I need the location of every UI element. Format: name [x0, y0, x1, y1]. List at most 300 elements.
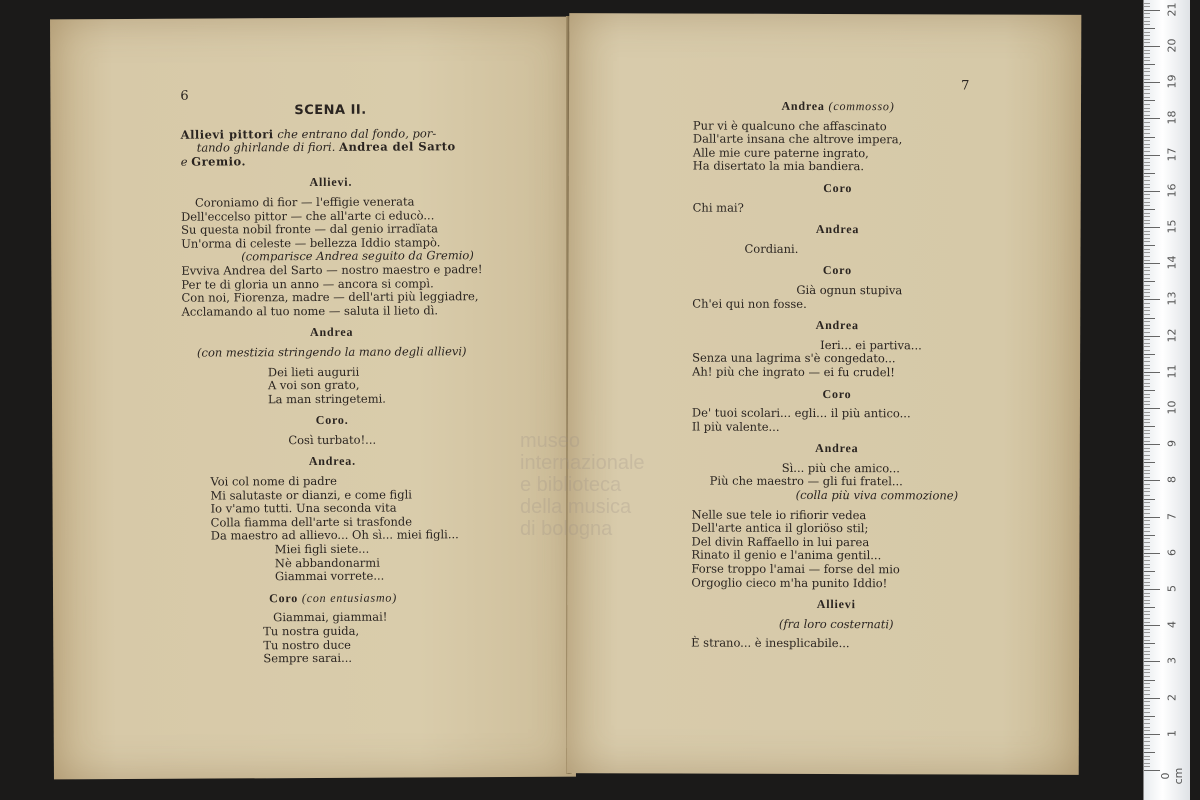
ruler-tick: [1144, 690, 1150, 691]
ruler-tick: [1144, 549, 1150, 550]
ruler-tick: [1144, 71, 1150, 72]
ruler-tick: [1144, 42, 1150, 43]
ruler-tick: [1144, 64, 1155, 65]
verse-line: Orgoglio cieco m'ha punito Iddio!: [691, 575, 888, 590]
verse-line: Pur vi è qualcuno che affascinato: [692, 118, 887, 133]
ruler-tick: [1144, 603, 1150, 604]
ruler-tick: [1144, 756, 1150, 757]
ruler-tick: [1144, 665, 1150, 666]
ruler-tick: [1144, 640, 1150, 641]
ruler-label: 14: [1165, 255, 1179, 270]
ruler-tick: [1144, 708, 1150, 709]
ruler-tick: [1144, 10, 1160, 11]
ruler-tick: [1144, 32, 1150, 33]
ruler-tick: [1144, 564, 1150, 565]
ruler-tick: [1144, 716, 1155, 717]
ruler-tick: [1144, 205, 1150, 206]
ruler-tick: [1144, 220, 1150, 221]
library-watermark: museo internazionale e biblioteca della musica di bologna: [520, 430, 645, 540]
ruler-tick: [1144, 194, 1150, 195]
ruler-tick: [1144, 46, 1160, 47]
stage-direction: Allievi pittori che entrano dal fondo, por-: [180, 125, 437, 142]
ruler-tick: [1144, 752, 1155, 753]
ruler-tick: [1144, 375, 1150, 376]
ruler-tick: [1144, 147, 1150, 148]
verse-block: [182, 474, 482, 544]
ruler-tick: [1144, 216, 1150, 217]
ruler-tick: [1144, 491, 1150, 492]
ruler-tick: [1144, 365, 1150, 366]
ruler-tick: [1144, 3, 1150, 4]
ruler-tick: [1144, 625, 1160, 626]
speaker-name: Andrea: [815, 222, 860, 237]
ruler-label: 15: [1165, 219, 1179, 234]
speaker-name: Coro: [822, 263, 852, 278]
ruler-tick: [1144, 270, 1150, 271]
ruler-tick: [1144, 643, 1155, 644]
speaker-name: Andrea: [815, 318, 859, 333]
ruler-tick: [1144, 241, 1150, 242]
ruler-tick: [1144, 723, 1150, 724]
ruler-tick: [1144, 296, 1150, 297]
verse-block: [182, 365, 482, 407]
ruler-tick: [1144, 535, 1155, 536]
ruler-tick: [1144, 430, 1150, 431]
ruler-tick: [1144, 448, 1150, 449]
verse-line: Acclamando al tuo nome — saluta il lieto dì.: [181, 303, 439, 319]
ruler-tick: [1144, 647, 1150, 648]
ruler-label: 1: [1165, 729, 1179, 737]
verse-line: Rinato il genio e l'anima gentil...: [691, 547, 882, 563]
ruler-tick: [1144, 488, 1150, 489]
ruler-tick: [1144, 227, 1160, 228]
ruler-tick: [1144, 82, 1160, 83]
ruler-tick: [1144, 140, 1150, 141]
ruler-tick: [1144, 267, 1150, 268]
ruler-label: 5: [1165, 585, 1179, 592]
ruler-tick: [1144, 68, 1150, 69]
ruler-tick: [1144, 86, 1150, 87]
ruler-tick: [1144, 390, 1155, 391]
verse-line: Chi mai?: [692, 200, 744, 215]
ruler-label: 13: [1165, 291, 1179, 306]
ruler-label: 8: [1165, 476, 1179, 484]
ruler-tick: [1144, 618, 1150, 619]
ruler-tick: [1144, 238, 1150, 239]
ruler-tick: [1144, 173, 1155, 174]
ruler-tick: [1144, 477, 1150, 478]
ruler-tick: [1144, 100, 1155, 101]
page-number: 7: [961, 78, 970, 94]
ruler-tick: [1144, 499, 1155, 500]
ruler-tick: [1144, 274, 1150, 275]
ruler-tick: [1144, 17, 1150, 18]
ruler-tick: [1144, 126, 1150, 127]
ruler-tick: [1144, 292, 1150, 293]
ruler-tick: [1144, 538, 1150, 539]
ruler-tick: [1144, 462, 1155, 463]
ruler-tick: [1144, 307, 1150, 308]
ruler-tick: [1144, 495, 1150, 496]
ruler-tick: [1144, 502, 1150, 503]
verse-line: È strano... è inesplicabile...: [691, 635, 850, 651]
ruler-tick: [1144, 361, 1150, 362]
verse-line: Dall'arte insana che altrove impera,: [692, 131, 903, 147]
ruler-tick: [1144, 611, 1150, 612]
ruler-tick: [1144, 328, 1150, 329]
ruler-tick: [1144, 556, 1150, 557]
ruler-tick: [1144, 281, 1155, 282]
ruler-label: 2: [1165, 693, 1179, 701]
ruler-tick: [1144, 415, 1150, 416]
ruler-tick: [1144, 158, 1150, 159]
ruler-tick: [1144, 622, 1150, 623]
ruler-tick: [1144, 368, 1150, 369]
speaker-name: Andrea (commosso): [781, 98, 895, 114]
ruler-tick: [1144, 506, 1150, 507]
ruler-tick: [1144, 672, 1150, 673]
verse-block: [692, 461, 982, 489]
ruler-tick: [1144, 698, 1160, 699]
ruler-tick: [1144, 546, 1150, 547]
verse-line: La man stringetemi.: [267, 391, 386, 406]
ruler-tick: [1144, 763, 1150, 764]
verse-line: Nelle sue tele io rifiorir vedea: [691, 507, 867, 522]
ruler-tick: [1144, 299, 1160, 300]
ruler-tick: [1144, 336, 1160, 337]
verse-line: Un'orma di celeste — bellezza Iddio stampò.: [181, 235, 441, 251]
ruler-tick: [1144, 357, 1150, 358]
stage-direction: tando ghirlande di fiori. Andrea del Sarto: [196, 139, 456, 155]
verse-line: Sempre sarai...: [263, 650, 353, 666]
verse-line: Del divin Raffaello in lui parea: [691, 534, 870, 550]
ruler-label: 10: [1165, 400, 1179, 415]
ruler-tick: [1144, 585, 1150, 586]
verse-line: Ha disertato la mia bandiera.: [692, 158, 865, 174]
ruler-tick: [1144, 441, 1150, 442]
ruler-tick: [1144, 727, 1150, 728]
ruler-tick: [1144, 669, 1150, 670]
verse-line: Ieri... ei partiva...: [820, 337, 922, 353]
ruler-tick: [1144, 169, 1150, 170]
ruler-tick: [1144, 451, 1150, 452]
ruler-tick: [1144, 473, 1150, 474]
verse-line: Tu nostra guida,: [263, 623, 360, 639]
stage-direction: (fra loro costernati): [778, 616, 894, 632]
ruler-tick: [1144, 310, 1150, 311]
ruler-tick: [1144, 651, 1150, 652]
ruler-tick: [1144, 285, 1150, 286]
ruler-tick: [1144, 6, 1150, 7]
ruler-tick: [1144, 661, 1160, 662]
speaker-name: Andrea: [815, 441, 859, 456]
ruler-tick: [1144, 108, 1150, 109]
ruler-tick: [1144, 129, 1150, 130]
ruler-tick: [1144, 350, 1150, 351]
verse-line: Sì... più che amico...: [781, 460, 900, 476]
ruler-tick: [1144, 372, 1160, 373]
verse-block: [183, 542, 483, 584]
ruler-tick: [1144, 509, 1150, 510]
ruler-tick: [1144, 28, 1155, 29]
ruler-tick: [1144, 213, 1150, 214]
ruler-tick: [1144, 524, 1150, 525]
ruler-tick: [1144, 93, 1150, 94]
ruler-tick: [1144, 571, 1155, 572]
ruler-tick: [1144, 39, 1150, 40]
stage-direction: e Gremio.: [180, 154, 246, 169]
ruler-tick: [1144, 531, 1150, 532]
left-page: [50, 17, 576, 780]
verse-line: Dell'arte antica il gloriöso stil;: [691, 520, 869, 536]
verse-line: Evviva Andrea del Sarto — nostro maestro e padre!: [181, 262, 483, 278]
ruler-tick: [1144, 50, 1150, 51]
ruler-tick: [1144, 260, 1150, 261]
speaker-name: Coro: [823, 180, 853, 196]
verse-block: [181, 195, 481, 251]
ruler-tick: [1144, 118, 1160, 119]
speaker-name: Andrea.: [308, 454, 356, 469]
ruler-tick: [1144, 575, 1150, 576]
ruler-tick: [1144, 252, 1150, 253]
ruler-tick: [1144, 455, 1150, 456]
verse-block: [691, 508, 981, 591]
ruler-tick: [1144, 79, 1150, 80]
ruler-tick: [1144, 187, 1150, 188]
ruler-label: 9: [1165, 440, 1179, 448]
ruler-tick: [1144, 730, 1150, 731]
left-page-text: [180, 103, 483, 666]
ruler-tick: [1144, 741, 1150, 742]
ruler-tick: [1144, 223, 1150, 224]
ruler-tick: [1144, 354, 1155, 355]
ruler-tick: [1144, 701, 1150, 702]
measuring-ruler: [1143, 0, 1190, 800]
verse-line: Per te di gloria un anno — ancora si compì.: [181, 275, 434, 292]
ruler-label: 21: [1165, 2, 1179, 17]
right-page-text: [691, 100, 983, 652]
right-page: [567, 13, 1082, 775]
ruler-tick: [1144, 289, 1150, 290]
stage-direction: (con mestizia stringendo la mano degli allievi): [196, 344, 467, 360]
ruler-tick: [1144, 89, 1150, 90]
verse-line: Da maestro ad allievo... Oh sì... miei figli...: [210, 527, 459, 543]
ruler-tick: [1144, 278, 1150, 279]
verse-line: Già ognun stupiva: [796, 282, 903, 298]
verse-block: [692, 407, 982, 435]
ruler-tick: [1144, 694, 1150, 695]
verse-line: Miei figli siete...: [274, 541, 370, 557]
ruler-tick: [1144, 748, 1150, 749]
ruler-label: 19: [1165, 74, 1179, 89]
ruler-tick: [1144, 600, 1150, 601]
ruler-tick: [1144, 137, 1155, 138]
ruler-tick: [1144, 560, 1150, 561]
verse-block: [693, 119, 983, 174]
ruler-label: 3: [1165, 657, 1179, 665]
ruler-tick: [1144, 111, 1150, 112]
ruler-tick: [1144, 383, 1150, 384]
stage-direction: (colla più viva commozione): [795, 487, 959, 503]
ruler-label: 20: [1165, 38, 1179, 53]
verse-line: Con noi, Fiorenza, madre — dell'arti più leggiadre,: [181, 289, 479, 305]
ruler-tick: [1144, 256, 1150, 257]
ruler-tick: [1144, 705, 1150, 706]
ruler-tick: [1144, 719, 1150, 720]
ruler-tick: [1144, 104, 1150, 105]
verse-line: Mi salutaste or dianzi, e come figli: [210, 487, 412, 503]
ruler-tick: [1144, 332, 1150, 333]
ruler-tick: [1144, 589, 1160, 590]
ruler-label: 7: [1165, 512, 1179, 520]
ruler-tick: [1144, 57, 1150, 58]
verse-line: Più che maestro — gli fui fratel...: [709, 474, 903, 489]
ruler-tick: [1144, 480, 1160, 481]
ruler-tick: [1144, 386, 1150, 387]
ruler-tick: [1144, 191, 1160, 192]
verse-line: Tu nostro duce: [263, 637, 352, 652]
ruler-tick: [1144, 676, 1150, 677]
ruler-tick: [1144, 578, 1150, 579]
ruler-label: 4: [1165, 621, 1179, 629]
verse-line: Il più valente...: [691, 419, 780, 434]
ruler-tick: [1144, 426, 1155, 427]
ruler-tick: [1144, 53, 1150, 54]
ruler-tick: [1144, 394, 1150, 395]
ruler-tick: [1144, 245, 1155, 246]
ruler-tick: [1144, 766, 1150, 767]
ruler-tick: [1144, 155, 1160, 156]
ruler-tick: [1144, 687, 1150, 688]
ruler-tick: [1144, 115, 1150, 116]
ruler-tick: [1144, 770, 1160, 771]
ruler-tick: [1144, 517, 1160, 518]
verse-line: Giammai, giammai!: [273, 610, 388, 625]
ruler-tick: [1144, 401, 1150, 402]
verse-line: Dell'eccelso pittor — che all'arte ci educò...: [181, 207, 435, 224]
ruler-label: 0 cm: [1159, 767, 1185, 785]
ruler-tick: [1144, 593, 1150, 594]
verse-line: Io v'amo tutti. Una seconda vita: [210, 500, 397, 516]
ruler-tick: [1144, 202, 1150, 203]
ruler-tick: [1144, 408, 1160, 409]
ruler-tick: [1144, 712, 1150, 713]
verse-block: [181, 263, 481, 319]
ruler-tick: [1144, 318, 1155, 319]
ruler-label: 17: [1165, 147, 1179, 162]
ruler-tick: [1144, 542, 1150, 543]
ruler-tick: [1144, 184, 1150, 185]
ruler-tick: [1144, 209, 1155, 210]
ruler-tick: [1144, 176, 1150, 177]
ruler-tick: [1144, 444, 1160, 445]
speaker-name: Andrea: [309, 325, 354, 340]
ruler-tick: [1144, 151, 1150, 152]
verse-block: [692, 338, 982, 380]
ruler-tick: [1144, 343, 1150, 344]
ruler-tick: [1144, 680, 1155, 681]
ruler-tick: [1144, 567, 1150, 568]
ruler-tick: [1144, 60, 1150, 61]
ruler-label: 6: [1165, 548, 1179, 556]
ruler-tick: [1144, 437, 1150, 438]
ruler-tick: [1144, 513, 1150, 514]
verse-line: Coroniamo di fior — l'effigie venerata: [194, 194, 415, 210]
ruler-tick: [1144, 314, 1150, 315]
ruler-tick: [1144, 422, 1150, 423]
ruler-tick: [1144, 433, 1150, 434]
speaker-name: Allievi.: [309, 175, 353, 190]
ruler-label: 16: [1165, 183, 1179, 198]
ruler-tick: [1144, 321, 1150, 322]
verse-line: Nè abbandonarmi: [274, 555, 380, 570]
ruler-tick: [1144, 745, 1150, 746]
verse-line: Ch'ei qui non fosse.: [692, 296, 807, 311]
ruler-tick: [1144, 339, 1150, 340]
verse-line: Ah! più che ingrato — ei fu crudel!: [692, 364, 895, 380]
speaker-name: Allievi: [816, 597, 856, 612]
ruler-tick: [1144, 21, 1150, 22]
ruler-tick: [1144, 231, 1150, 232]
ruler-tick: [1144, 759, 1150, 760]
ruler-tick: [1144, 596, 1150, 597]
ruler-tick: [1144, 122, 1150, 123]
speaker-name: Coro (con entusiasmo): [269, 590, 398, 606]
ruler-tick: [1144, 180, 1150, 181]
ruler-tick: [1144, 520, 1150, 521]
ruler-tick: [1144, 379, 1150, 380]
scene-title: SCENA II.: [294, 102, 367, 119]
verse-line: A voi son grato,: [267, 377, 360, 393]
ruler-label: 12: [1165, 328, 1179, 343]
ruler-tick: [1144, 466, 1150, 467]
ruler-tick: [1144, 162, 1150, 163]
ruler-tick: [1144, 325, 1150, 326]
verse-line: Giammai vorrete...: [274, 568, 385, 584]
ruler-tick: [1144, 404, 1150, 405]
verse-line: Voi col nome di padre: [210, 473, 337, 489]
ruler-tick: [1144, 632, 1150, 633]
verse-line: Colla fiamma dell'arte si trasfonde: [210, 514, 413, 530]
ruler-tick: [1144, 470, 1150, 471]
ruler-tick: [1144, 249, 1150, 250]
ruler-tick: [1144, 484, 1150, 485]
verse-block: [183, 611, 483, 667]
ruler-tick: [1144, 234, 1150, 235]
ruler-tick: [1144, 629, 1150, 630]
ruler-tick: [1144, 198, 1150, 199]
verse-line: Alle mie cure paterne ingrato,: [692, 145, 869, 160]
ruler-tick: [1144, 459, 1150, 460]
verse-line: Così turbato!...: [288, 432, 377, 448]
ruler-tick: [1144, 165, 1150, 166]
verse-block: [692, 283, 982, 311]
stage-direction: (comparisce Andrea seguito da Gremio): [241, 248, 474, 264]
ruler-tick: [1144, 346, 1150, 347]
ruler-tick: [1144, 527, 1150, 528]
speaker-name: Coro.: [315, 413, 349, 428]
verse-line: Cordiani.: [744, 241, 799, 256]
ruler-tick: [1144, 658, 1150, 659]
ruler-tick: [1144, 553, 1160, 554]
ruler-tick: [1144, 303, 1150, 304]
ruler-label: 18: [1165, 110, 1179, 125]
verse-line: De' tuoi scolari... egli... il più antico...: [691, 405, 911, 421]
ruler-tick: [1144, 412, 1150, 413]
ruler-tick: [1144, 397, 1150, 398]
verse-line: Forse troppo l'amai — forse del mio: [691, 561, 900, 577]
ruler-tick: [1144, 654, 1150, 655]
